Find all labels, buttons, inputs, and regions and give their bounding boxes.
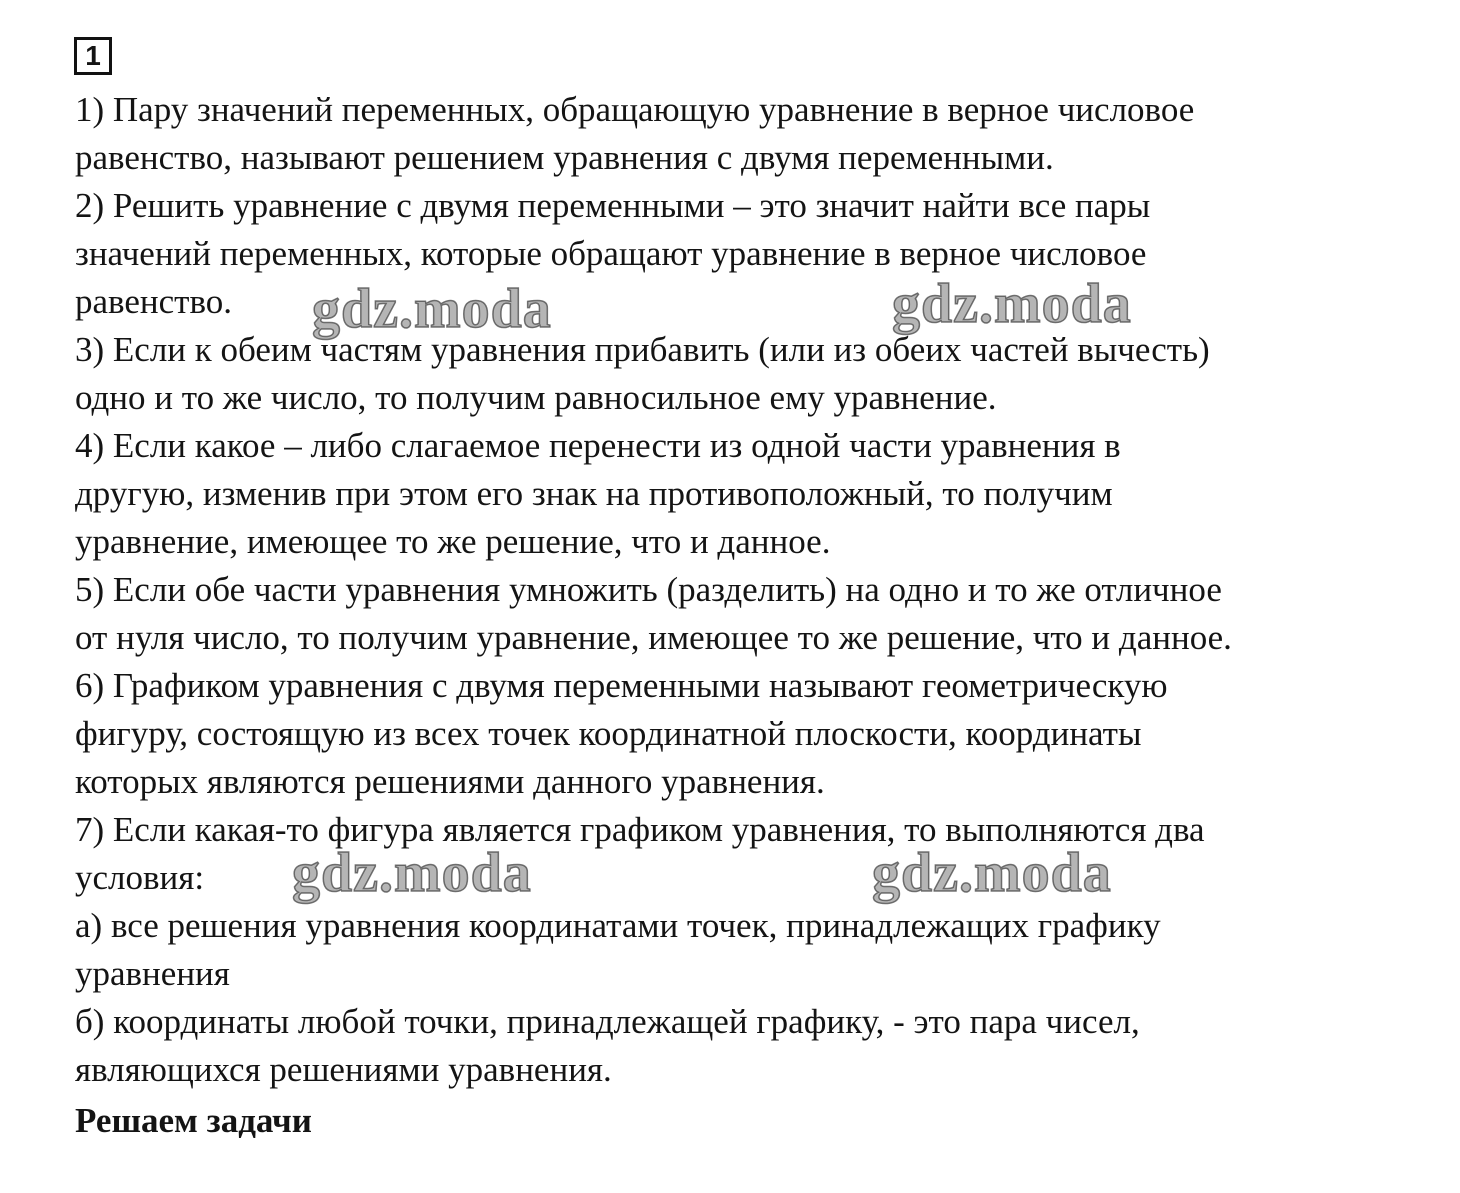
watermark: gdz.moda (312, 278, 552, 340)
section-heading: Решаем задачи (75, 1101, 312, 1140)
text-line: являющихся решениями уравнения. (75, 1050, 612, 1089)
text-line: равенство, называют решением уравнения с двумя переменными. (75, 138, 1054, 177)
theory-text (75, 86, 1395, 1094)
text-line: 4) Если какое – либо слагаемое перенести из одной части уравнения в (75, 426, 1121, 465)
text-line: 5) Если обе части уравнения умножить (разделить) на одно и то же отличное (75, 570, 1222, 609)
text-line: которых являются решениями данного уравнения. (75, 762, 825, 801)
text-line: от нуля число, то получим уравнение, имеющее то же решение, что и данное. (75, 618, 1232, 657)
text-line: а) все решения уравнения координатами точек, принадлежащих графику (75, 906, 1161, 945)
text-line: 7) Если какая-то фигура является графиком уравнения, то выполняются два (75, 810, 1205, 849)
task-number-box: 1 (74, 37, 112, 75)
watermark: gdz.moda (292, 842, 532, 904)
text-line: фигуру, состоящую из всех точек координатной плоскости, координаты (75, 714, 1142, 753)
text-line: 6) Графиком уравнения с двумя переменными называют геометрическую (75, 666, 1168, 705)
text-line: условия: (75, 858, 205, 897)
text-line: другую, изменив при этом его знак на противоположный, то получим (75, 474, 1113, 513)
text-line: одно и то же число, то получим равносильное ему уравнение. (75, 378, 997, 417)
text-line: уравнения (75, 954, 230, 993)
text-line: 1) Пару значений переменных, обращающую уравнение в верное числовое (75, 90, 1195, 129)
text-line: 2) Решить уравнение с двумя переменными – это значит найти все пары (75, 186, 1151, 225)
text-line: 3) Если к обеим частям уравнения прибавить (или из обеих частей вычесть) (75, 330, 1210, 369)
text-line: значений переменных, которые обращают уравнение в верное числовое (75, 234, 1147, 273)
watermark: gdz.moda (892, 273, 1132, 335)
text-line: равенство. (75, 282, 232, 321)
watermark: gdz.moda (872, 842, 1112, 904)
text-line: б) координаты любой точки, принадлежащей графику, - это пара чисел, (75, 1002, 1140, 1041)
text-line: уравнение, имеющее то же решение, что и данное. (75, 522, 831, 561)
